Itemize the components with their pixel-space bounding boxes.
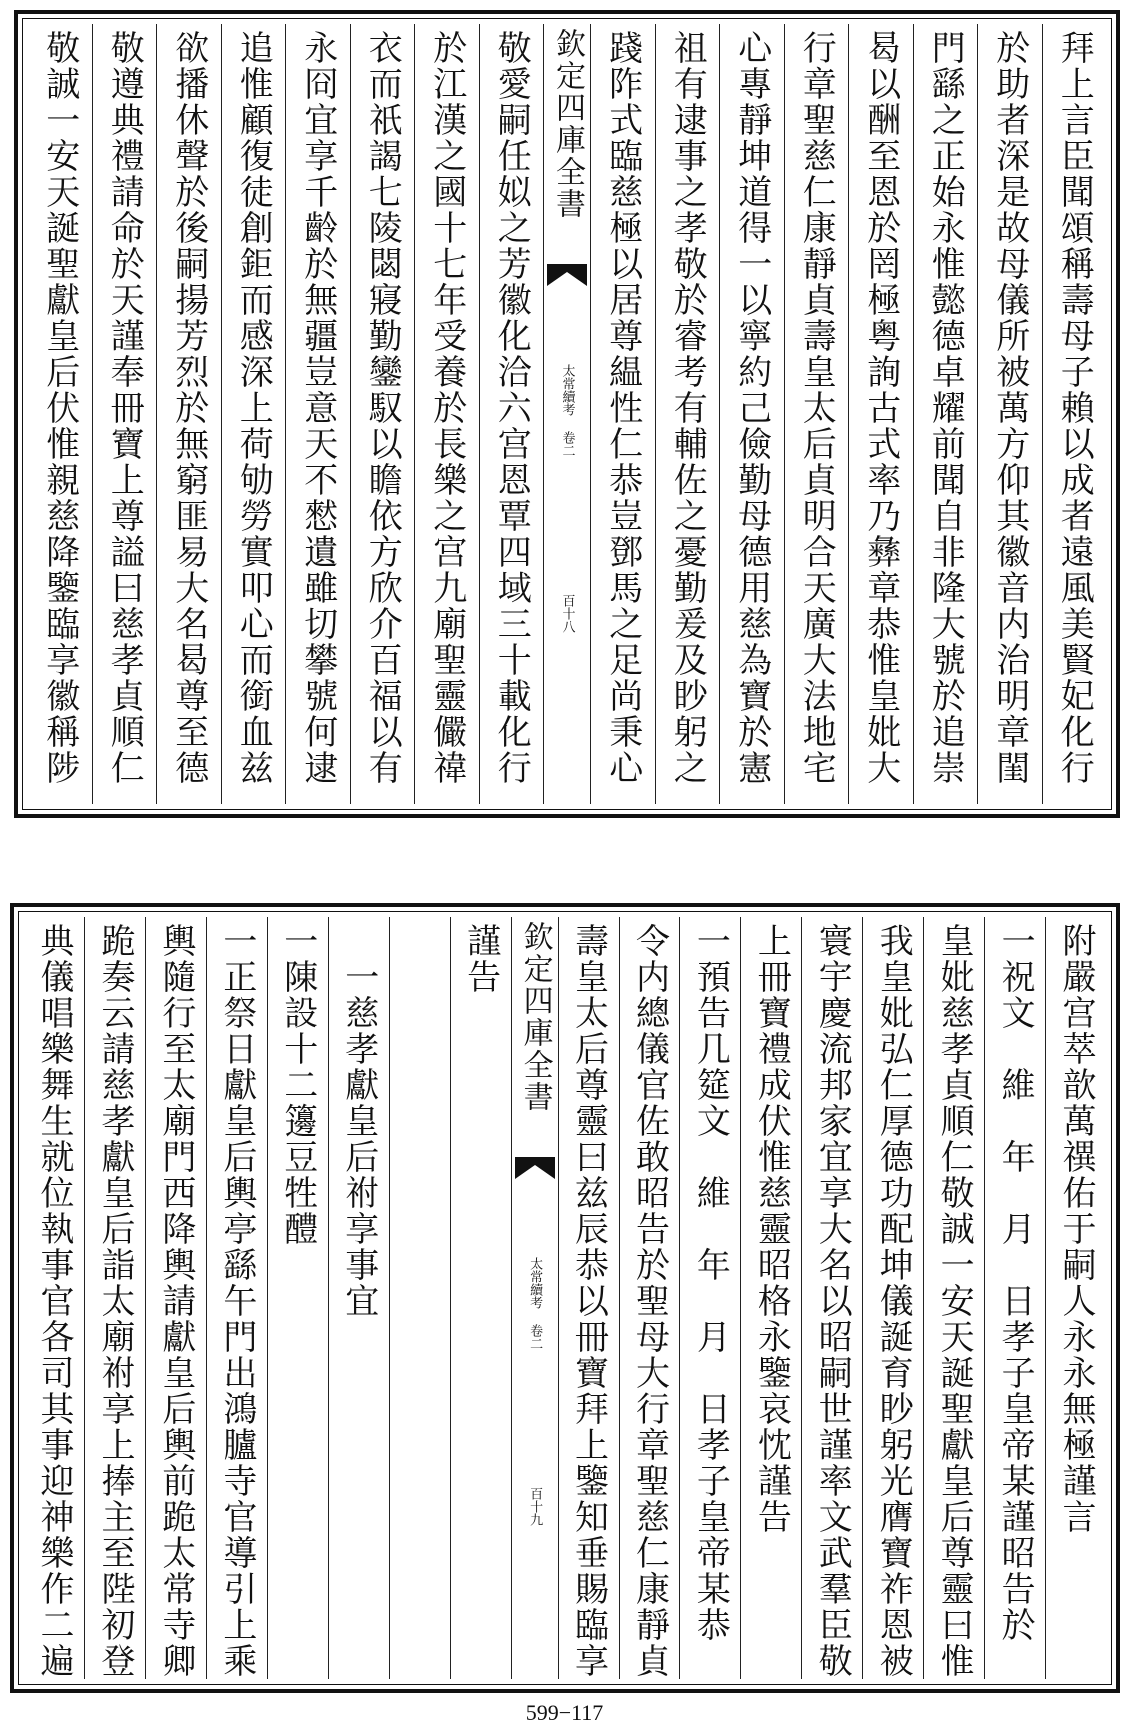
column-text: 衣而祇謁七陵閟寢勤鑾馭以瞻依方欣介百福以有 (362, 30, 403, 786)
column-text: 祖有逮事之孝敬於睿考有輔佐之憂勤爰及眇躬之 (667, 30, 708, 786)
fishtail-mark-icon (515, 1157, 555, 1179)
text-column (206, 917, 267, 1679)
text-column (913, 24, 978, 804)
text-column (719, 24, 784, 804)
column-text: 令内總儀官佐敢昭告於聖母大行章聖慈仁康靜貞 (629, 923, 670, 1679)
text-column (984, 917, 1045, 1679)
text-column (655, 24, 720, 804)
text-column (24, 917, 84, 1679)
column-text: 敬遵典禮請命於天謹奉冊寶上尊謚曰慈孝貞順仁 (104, 30, 145, 786)
text-column (389, 917, 450, 1679)
gutter-volume: 太常續考 卷二 (559, 364, 575, 457)
text-column (28, 24, 92, 804)
column-text: 典儀唱樂舞生就位執事官各司其事迎神樂作二遍 (34, 923, 75, 1679)
text-column (801, 917, 862, 1679)
text-column (350, 24, 415, 804)
column-text: 欲播休聲於後嗣揚芳烈於無窮匪易大名曷尊至德 (168, 30, 209, 786)
lower-page-columns (24, 917, 1106, 1679)
column-text: 門繇之正始永惟懿德卓耀前聞自非隆大號於追崇 (925, 30, 966, 786)
text-column (558, 917, 619, 1679)
column-text: 拜上言臣聞頌稱壽母子賴以成者遠風美賢妃化行 (1054, 30, 1095, 786)
text-column (221, 24, 286, 804)
gutter-title: 欽定四庫全書 (550, 28, 585, 220)
lower-page (10, 903, 1120, 1693)
column-text: 上冊寶禮成伏惟慈靈昭格永鑒哀忱謹告 (751, 923, 792, 1535)
text-column (977, 24, 1042, 804)
text-column (1045, 917, 1106, 1679)
text-column (740, 917, 801, 1679)
column-text: 敬愛嗣任姒之芳徽化洽六宫恩覃四域三十載化行 (491, 30, 532, 786)
column-text: 追惟顧復徒創鉅而感深上荷劬勞實叩心而銜血兹 (233, 30, 274, 786)
upper-page-columns (28, 24, 1106, 804)
text-column (848, 24, 913, 804)
text-column (92, 24, 157, 804)
column-text: 於助者深是故母儀所被萬方仰其徽音内治明章閨 (989, 30, 1030, 786)
column-text: 跪奏云請慈孝獻皇后詣太廟祔享上捧主至陛初登 (94, 923, 135, 1679)
center-gutter (543, 24, 590, 804)
gutter-leaf-number: 百十八 (559, 594, 575, 633)
gutter-volume: 太常續考 卷二 (527, 1257, 543, 1350)
center-gutter (511, 917, 558, 1679)
column-text: 一祝文 維 年 月 日孝子皇帝某謹昭告於 (995, 923, 1036, 1643)
text-column (590, 24, 655, 804)
column-text: 輿隨行至太廟門西降輿請獻皇后輿前跪太常寺卿 (155, 923, 196, 1679)
fishtail-mark-icon (547, 264, 587, 286)
text-column (679, 917, 740, 1679)
column-text: 一預告几筵文 維 年 月 日孝子皇帝某恭 (690, 923, 731, 1643)
column-text: 寰宇慶流邦家宜享大名以昭嗣世謹率文武羣臣敬 (812, 923, 853, 1679)
column-text: 踐阼式臨慈極以居尊緼性仁恭豈鄧馬之足尚秉心 (602, 30, 643, 786)
text-column (145, 917, 206, 1679)
text-column (1042, 24, 1107, 804)
text-column (784, 24, 849, 804)
text-column (479, 24, 544, 804)
column-text: 永冏宜享千齡於無疆豈意天不憖遺雖切攀號何逮 (297, 30, 338, 786)
column-text: 一陳設十二籩豆牲醴 (277, 923, 318, 1247)
column-text: 行章聖慈仁康靜貞壽皇太后貞明合天廣大法地宅 (796, 30, 837, 786)
column-text: 曷以酬至恩於罔極粤詢古式率乃彝章恭惟皇妣大 (860, 30, 901, 786)
text-column (267, 917, 328, 1679)
text-column (414, 24, 479, 804)
text-column (285, 24, 350, 804)
column-text: 一慈孝獻皇后祔享事宜 (338, 923, 379, 1319)
text-column (923, 917, 984, 1679)
text-column (156, 24, 221, 804)
upper-page (14, 10, 1120, 818)
gutter-title: 欽定四庫全書 (517, 921, 553, 1113)
column-text: 附嚴宫萃歆萬禩佑于嗣人永永無極謹言 (1056, 923, 1097, 1535)
column-text: 一正祭日獻皇后輿亭繇午門出鴻臚寺官導引上乘 (216, 923, 257, 1679)
page-number: 599−117 (525, 1700, 604, 1725)
column-text: 謹告 (460, 923, 501, 995)
column-text: 皇妣慈孝貞順仁敬誠一安天誕聖獻皇后尊靈曰惟 (934, 923, 975, 1679)
text-column (862, 917, 923, 1679)
column-text: 心專靜坤道得一以寧約己儉勤母德用慈為寶於憲 (731, 30, 772, 786)
text-column (450, 917, 511, 1679)
column-text: 於江漢之國十七年受養於長樂之宫九廟聖靈儼禕 (426, 30, 467, 786)
text-column (84, 917, 145, 1679)
text-column (619, 917, 680, 1679)
column-text: 我皇妣弘仁厚德功配坤儀誕育眇躬光膺寶祚恩被 (873, 923, 914, 1679)
column-text: 敬誠一安天誕聖獻皇后伏惟親慈降鑒臨享徽稱陟 (39, 30, 80, 786)
column-text: 壽皇太后尊靈曰兹辰恭以冊寶拜上鑒知垂賜臨享 (568, 923, 609, 1679)
text-column (328, 917, 389, 1679)
gutter-leaf-number: 百十九 (527, 1487, 543, 1526)
